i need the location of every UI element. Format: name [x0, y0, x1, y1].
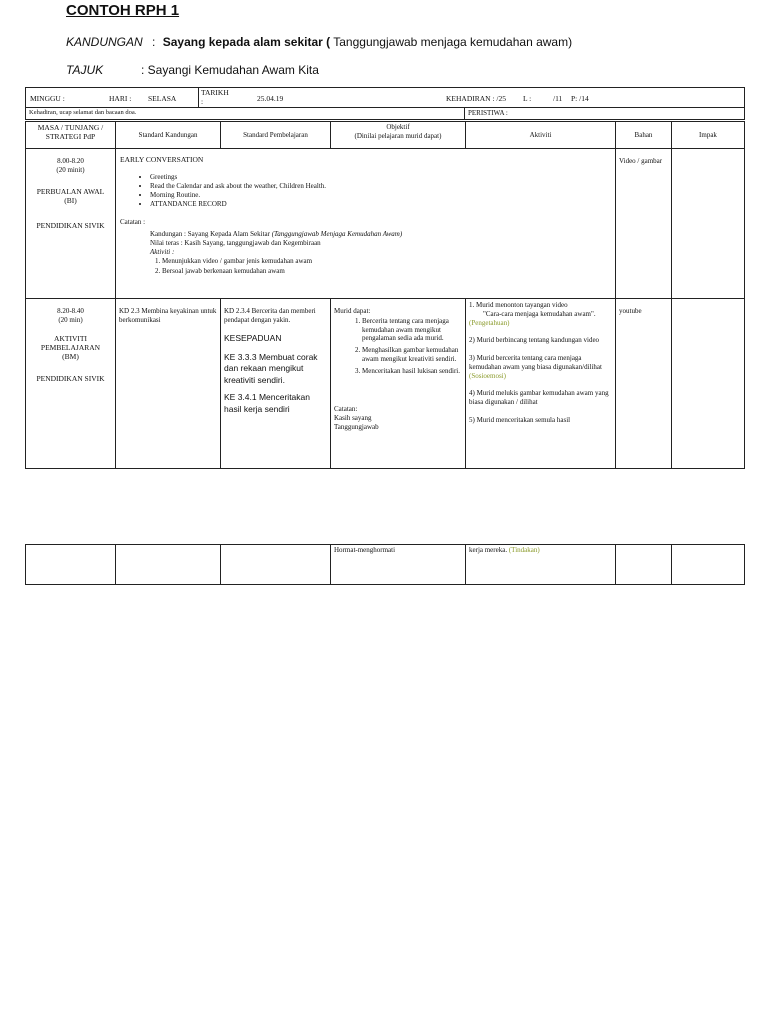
akt-4: 4) Murid melukis gambar kemudahan awam yang biasa digunakan / dilihat: [469, 389, 609, 406]
kehadiran-note: Kehadiran, ucap selamat dan bacaan doa.: [26, 108, 465, 120]
kesepaduan-label: KESEPADUAN: [224, 332, 282, 343]
row2-impak: [672, 299, 745, 469]
akt-3: [469, 354, 612, 380]
early-conversation-list: [120, 173, 611, 208]
tarikh-label: TARIKH: [201, 88, 229, 97]
cont-aktiviti-text: kerja mereka.: [469, 546, 508, 554]
ke-item-2: KE 3.4.1 Menceritakan hasil kerja sendiri: [224, 392, 310, 414]
row2-catatan-2: Tanggungjawab: [334, 422, 379, 431]
col-impak: Impak: [672, 122, 745, 149]
list-item: 2. Bersoal jawab berkenaan kemudahan awam: [162, 267, 611, 276]
akt-5: 5) Murid menceritakan semula hasil: [469, 415, 571, 424]
kandungan-line: [66, 35, 572, 49]
tarikh-colon: :: [201, 97, 204, 106]
kandungan-paren: Tanggungjawab menjaga kemudahan awam): [330, 35, 573, 49]
row2-lang: (BM): [62, 352, 79, 362]
early-conversation-heading: EARLY CONVERSATION: [120, 155, 204, 164]
row1-aktiviti-label: Aktiviti :: [150, 247, 175, 256]
kandungan-colon: :: [152, 35, 156, 49]
perempuan-label: P: /14: [571, 94, 589, 103]
row1-impak: [672, 149, 745, 299]
cont-sp: [221, 545, 331, 585]
cont-aktiviti: [466, 545, 616, 585]
row1-kandungan-italic: (Tanggungjawab Menjaga Kemudahan Awam): [271, 230, 403, 239]
row2-obj-list: [334, 317, 462, 376]
akt-1: [469, 301, 612, 327]
row2-bahan: youtube: [616, 299, 672, 469]
lelaki-label: L :: [523, 94, 532, 103]
document-title: CONTOH RPH 1: [66, 2, 180, 19]
row2-masa: [26, 299, 116, 469]
row2-standard-kandungan: KD 2.3 Membina keyakinan untuk berkomunikasi: [116, 299, 221, 469]
row-continuation: [26, 545, 745, 585]
row1-lang: (BI): [64, 195, 77, 205]
row1-duration: (20 minit): [56, 165, 85, 174]
list-item: • Morning Routine.: [150, 191, 611, 200]
row1-time: 8.00-8.20: [57, 157, 84, 165]
tajuk-label: TAJUK: [66, 63, 104, 77]
col-standard-kandungan: Standard Kandungan: [116, 122, 221, 149]
akt-2: 2) Murid berbincang tentang kandungan video: [469, 336, 600, 345]
row2-catatan-label: Catatan:: [334, 405, 358, 414]
col-aktiviti: Aktiviti: [466, 122, 616, 149]
row2-objektif: [331, 299, 466, 469]
row1-kandungan: [150, 230, 611, 239]
cont-bahan: [616, 545, 672, 585]
row2-sp-main: KD 2.3.4 Bercerita dan memberi pendapat dengan yakin.: [224, 307, 316, 324]
akt-1b: "Cara-cara menjaga kemudahan awam".: [483, 309, 596, 318]
minggu-label: MINGGU :: [30, 94, 65, 103]
tarikh-value: 25.04.19: [257, 94, 284, 103]
row2-duration: (20 min): [58, 315, 83, 324]
ke-item-1: KE 3.3.3 Membuat corak dan rekaan mengikut kreativiti sendiri.: [224, 351, 318, 385]
cont-aktiviti-tag: (Tindakan): [508, 546, 540, 554]
col-objektif: [331, 122, 466, 149]
list-item: 1. Bercerita tentang cara menjaga kemudahan awam mengikut pengalaman sedia ada murid.: [362, 317, 462, 343]
row2-time: 8.20-8.40: [57, 307, 84, 315]
akt-3-tag: (Sosioemosi): [469, 371, 506, 380]
list-item: 1. Menunjukkan video / gambar jenis kemudahan awam: [162, 257, 611, 266]
cont-sk: [116, 545, 221, 585]
row2-obj-intro: Murid dapat:: [334, 307, 371, 315]
row1-catatan-block: [120, 230, 611, 256]
row1-bahan: Video / gambar: [616, 149, 672, 299]
row1-strategy2: PENDIDIKAN SIVIK: [36, 221, 105, 231]
akt-1-tag: (Pengetahuan): [469, 318, 510, 327]
header-row: [26, 122, 745, 149]
tajuk-line: [66, 63, 319, 77]
hari-value: SELASA: [148, 94, 177, 103]
row1-catatan-label: Catatan :: [120, 218, 146, 227]
row1-kandungan-text: Kandungan : Sayang Kepada Alam Sekitar: [150, 230, 270, 239]
row2-strategy2: PENDIDIKAN SIVIK: [36, 373, 105, 383]
peristiwa-label: PERISTIWA :: [465, 108, 745, 120]
list-item: • Read the Calendar and ask about the weather, Children Health.: [150, 182, 611, 191]
divider: [198, 87, 199, 107]
objektif-label: Objektif: [386, 123, 410, 131]
row1-masa: [26, 149, 116, 299]
kehadiran-label: KEHADIRAN : /25: [446, 94, 506, 103]
col-standard-pembelajaran: Standard Pembelajaran: [221, 122, 331, 149]
akt-1-text: 1. Murid menonton tayangan video: [469, 301, 568, 309]
akt-3-text: 3) Murid bercerita tentang cara menjaga kemudahan awam yang biasa digunakan/dilihat: [469, 354, 602, 371]
list-item: 3. Menceritakan hasil lukisan sendiri.: [362, 367, 462, 376]
lelaki-value: /11: [553, 94, 563, 103]
tajuk-value: : Sayangi Kemudahan Awam Kita: [141, 63, 319, 77]
kandungan-value: Sayang kepada alam sekitar (: [162, 35, 331, 49]
list-item: • ATTANDANCE RECORD: [150, 200, 611, 209]
row2-standard-pembelajaran: [221, 299, 331, 469]
row-early-conversation: [26, 149, 745, 299]
row1-nilai: Nilai teras : Kasih Sayang, tanggungjawab dan Kegembiraan: [150, 238, 321, 247]
continuation-table: [25, 544, 745, 585]
row1-content: [116, 149, 616, 299]
row1-strategy: PERBUALAN AWAL: [36, 186, 105, 196]
objektif-sub: (Dinilai pelajaran murid dapat): [354, 131, 442, 140]
info-table: [25, 87, 745, 120]
cont-objektif: Hormat-menghormati: [331, 545, 466, 585]
list-item: 2. Menghasilkan gambar kemudahan awam mengikut kreativiti sendiri.: [362, 346, 462, 364]
row1-aktiviti-list: [120, 257, 611, 276]
col-bahan: Bahan: [616, 122, 672, 149]
info-row: [26, 88, 745, 108]
list-item: • Greetings: [150, 173, 611, 182]
row2-strategy: AKTIVITI PEMBELAJARAN: [40, 333, 101, 352]
row-aktiviti-pembelajaran: [26, 299, 745, 469]
row2-aktiviti: [466, 299, 616, 469]
row2-catatan-1: Kasih sayang: [334, 414, 372, 422]
rph-table: [25, 121, 745, 469]
col-masa: MASA / TUNJANG / STRATEGI PdP: [26, 122, 116, 149]
cont-impak: [672, 545, 745, 585]
cont-masa: [26, 545, 116, 585]
kandungan-label: KANDUNGAN: [66, 35, 143, 49]
hari-label: HARI :: [109, 94, 132, 103]
